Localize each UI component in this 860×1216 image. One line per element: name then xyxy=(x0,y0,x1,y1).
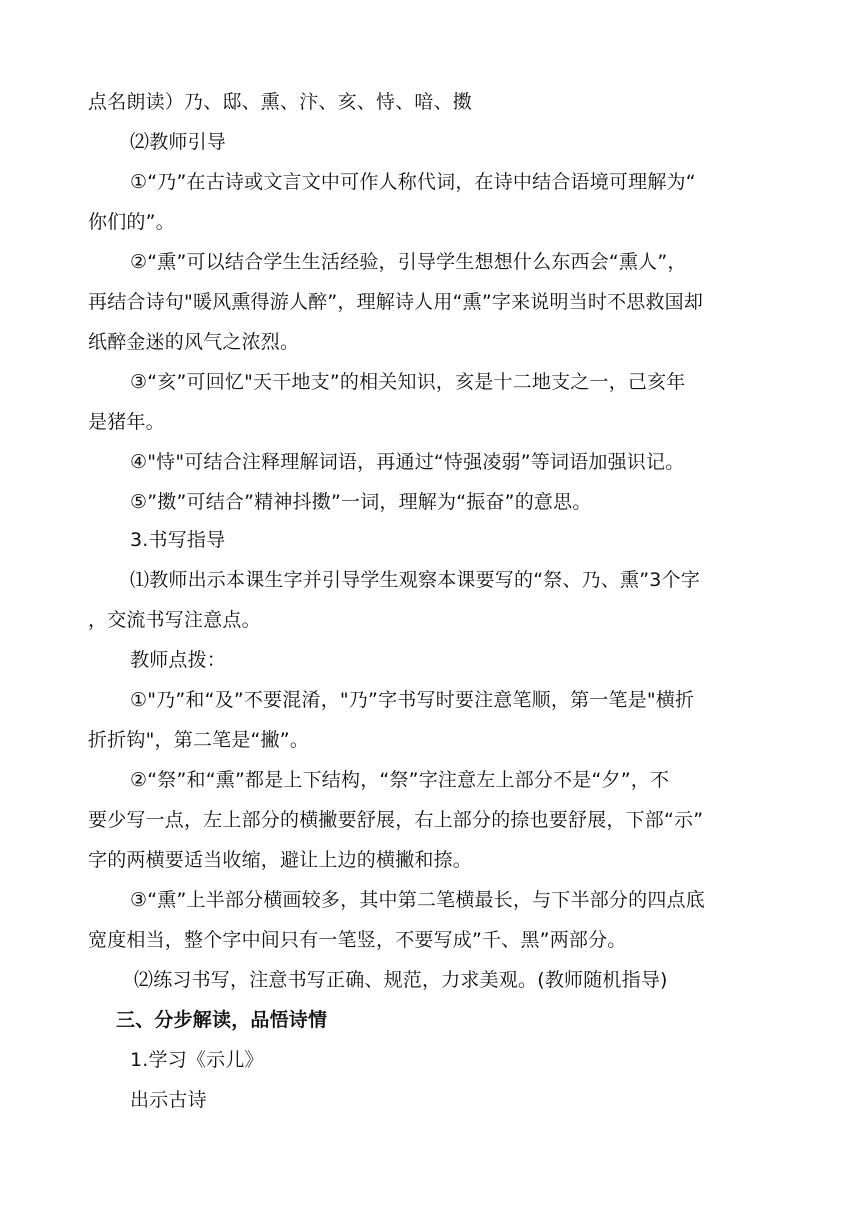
text-line-16: ①"乃”和“及”不要混淆，"乃”字书写时要注意笔顺，第一笔是"横折 xyxy=(130,689,695,711)
text-line-15: 教师点拨： xyxy=(130,649,227,671)
text-line-19: 要少写一点，左上部分的横撇要舒展，右上部分的捺也要舒展，下部“示” xyxy=(88,809,704,831)
text-line-22: 宽度相当，整个字中间只有一笔竖，不要写成”千、黑”两部分。 xyxy=(88,929,627,951)
text-line-2: ⑵教师引导 xyxy=(130,131,227,153)
text-line-21: ③“熏”上半部分横画较多，其中第二笔横最长，与下半部分的四点底 xyxy=(130,889,705,911)
text-line-8: ③“亥”可回忆"天干地支”的相关知识，亥是十二地支之一，己亥年 xyxy=(130,371,686,393)
text-line-11: ⑤”擞”可结合”精神抖擞”一词，理解为“振奋”的意思。 xyxy=(130,491,592,513)
text-line-13: ⑴教师出示本课生字并引导学生观察本课要写的“祭、乃、熏”3个字 xyxy=(130,569,700,591)
text-line-17: 折折钩"，第二笔是“撇”。 xyxy=(88,729,310,751)
text-line-10: ④"恃"可结合注释理解词语，再通过“恃强凌弱”等词语加强识记。 xyxy=(130,451,685,473)
text-line-14: ，交流书写注意点。 xyxy=(88,609,261,631)
text-line-7: 纸醉金迷的风气之浓烈。 xyxy=(88,331,300,353)
text-line-6: 再结合诗句"暖风熏得游人醉”，理解诗人用“熏”字来说明当时不思救国却 xyxy=(88,291,704,313)
text-line-4: 你们的”。 xyxy=(88,211,175,233)
text-line-20: 字的两横要适当收缩，避让上边的横撇和捺。 xyxy=(88,849,473,871)
text-line-18: ②“祭”和“熏”都是上下结构，“祭”字注意左上部分不是“夕”，不 xyxy=(130,769,670,791)
text-line-12: 3.书写指导 xyxy=(130,529,226,551)
text-line-26: 出示古诗 xyxy=(130,1089,207,1111)
text-line-1: 点名朗读）乃、邸、熏、汴、亥、恃、喑、擞 xyxy=(88,91,473,113)
text-line-23: ⑵练习书写，注意书写正确、规范，力求美观。(教师随机指导) xyxy=(134,969,668,991)
text-line-25: 1.学习《示儿》 xyxy=(130,1049,264,1071)
text-line-9: 是猪年。 xyxy=(88,411,165,433)
text-line-3: ①“乃”在古诗或文言文中可作人称代词，在诗中结合语境可理解为“ xyxy=(130,171,696,193)
text-line-5: ②“熏”可以结合学生生活经验，引导学生想想什么东西会“熏人”， xyxy=(130,251,687,273)
section-heading: 三、分步解读，品悟诗情 xyxy=(116,1009,328,1031)
